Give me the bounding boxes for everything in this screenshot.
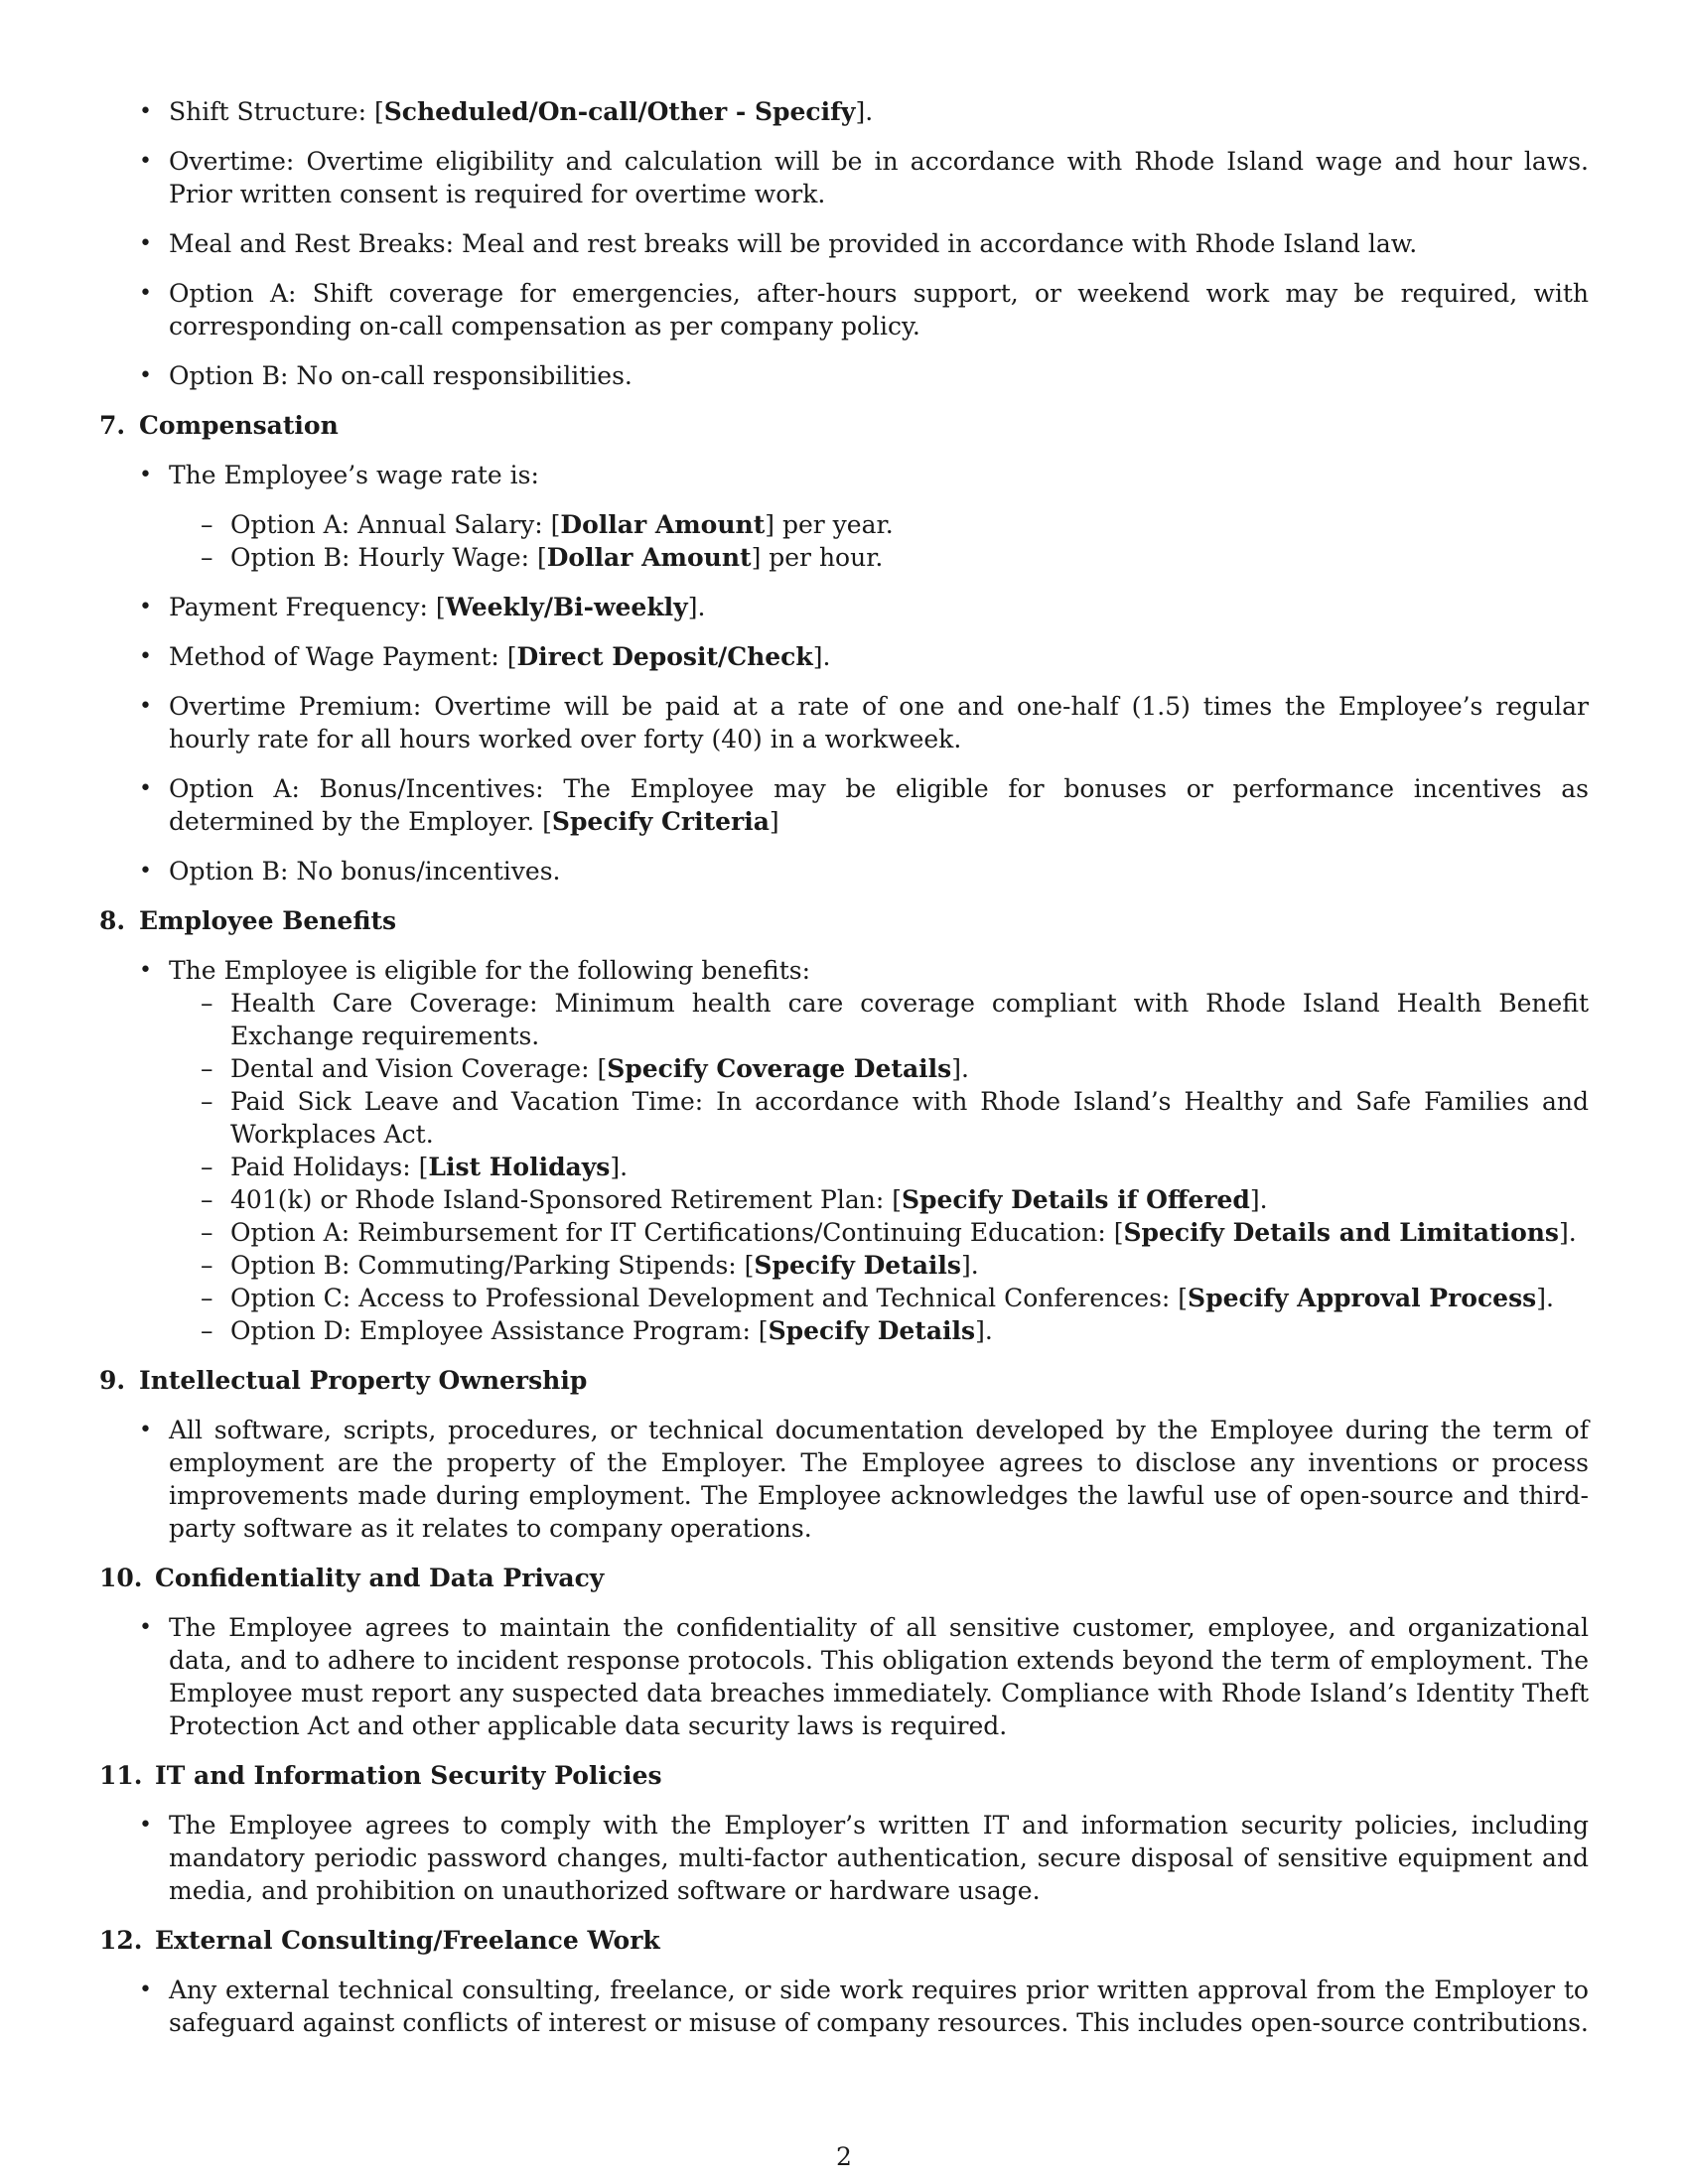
list-item: • Meal and Rest Breaks: Meal and rest breaks will be provided in accordance with Rhode Island law. (139, 229, 1418, 258)
bullet-icon: • (139, 1615, 152, 1640)
dash-icon: – (201, 1185, 213, 1214)
dash-icon: – (201, 1251, 213, 1280)
list-item: – Dental and Vision Coverage: [Specify Coverage Details]. (201, 1054, 969, 1083)
list-item: • Method of Wage Payment: [Direct Deposit/Check]. (139, 642, 831, 671)
bullet-icon: • (139, 1418, 152, 1442)
section-compensation (99, 409, 1589, 887)
section-heading: 8. Employee Benefits (99, 906, 397, 935)
ip-list (99, 1414, 1589, 1545)
list-item: • The Employee agrees to comply with the Employer’s written IT and information security policies, including mandatory periodic password changes, multi-factor authentication, secure disposal of sensitive equipment and media, and prohibition on unauthorized software or hardware usage. (139, 1811, 1589, 1905)
list-item: – Paid Sick Leave and Vacation Time: In accordance with Rhode Island’s Healthy and Safe Families and Workplaces Act. (201, 1087, 1589, 1149)
page-number: 2 (836, 2142, 852, 2171)
list-item: • Option A: Shift coverage for emergencies, after-hours support, or weekend work may be required, with corresponding on-call compensation as per company policy. (139, 279, 1589, 341)
intro-bullet-list (99, 95, 1589, 392)
section-it-security (99, 1759, 1589, 1907)
list-item: • Option B: No bonus/incentives. (139, 857, 561, 886)
list-item: • The Employee agrees to maintain the confidentiality of all sensitive customer, employee, and organizational data, and to adhere to incident response protocols. This obligation extends beyond the term of employment. The Employee must report any suspected data breaches immediately. Compliance with Rhode Island’s Identity Theft Protection Act and other applicable data security laws is required. (139, 1613, 1589, 1740)
list-item: • Shift Structure: [Scheduled/On-call/Other - Specify]. (139, 97, 874, 126)
list-item: – Option D: Employee Assistance Program: [Specify Details]. (201, 1316, 993, 1345)
list-item: – Option A: Annual Salary: [Dollar Amount] per year. (201, 510, 894, 539)
bullet-icon: • (139, 595, 152, 619)
section-confidentiality (99, 1562, 1589, 1742)
section-intellectual-property (99, 1364, 1589, 1545)
bullet-icon: • (139, 463, 152, 487)
section-heading: 12. External Consulting/Freelance Work (99, 1926, 660, 1955)
document-page (99, 95, 1589, 2056)
dash-icon: – (201, 1284, 213, 1312)
list-item: – 401(k) or Rhode Island-Sponsored Retirement Plan: [Specify Details if Offered]. (201, 1185, 1268, 1214)
benefit-items-list (169, 987, 1589, 1347)
bullet-icon: • (139, 958, 152, 983)
list-item: – Option A: Reimbursement for IT Certifications/Continuing Education: [Specify Details and Limitations]. (201, 1218, 1577, 1247)
list-item: • All software, scripts, procedures, or technical documentation developed by the Employee during the term of employment are the property of the Employer. The Employee agrees to disclose any inventions or process improvements made during employment. The Employee acknowledges the lawful use of open-source and third-party software as it relates to company operations. (139, 1416, 1589, 1543)
section-employee-benefits (99, 904, 1589, 1347)
bullet-icon: • (139, 149, 152, 174)
list-item: – Health Care Coverage: Minimum health care coverage compliant with Rhode Island Health Benefit Exchange requirements. (201, 989, 1589, 1050)
compensation-list (99, 459, 1589, 887)
list-item: • Option B: No on-call responsibilities. (139, 361, 633, 390)
section-heading: 7. Compensation (99, 411, 339, 440)
list-item: – Paid Holidays: [List Holidays]. (201, 1153, 629, 1181)
list-item: • The Employee is eligible for the following benefits: – Health Care Coverage: Minimum health care coverage compliant with Rhode Island Health Benefit Exchange requirements. – Dental and Vision Coverage: [Specify Coverage Details]. – Paid Sick Leave and Vacation Time: In accordance with Rhode Island’s Healthy and Safe Families and Workplaces Act. – Paid Holidays: [List Holidays]. – 401(k) or Rhode Island-Sponsored Retirement Plan: [Specify Details if Offered]. – Option A: Reimbursement for IT Certifications/Continuing Education: [Specify Details and Limitations]. – Option B: Commuting/Parking Stipends: [Specify Details]. – Option C: Access to Professional Development and Technical Conferences: [Specify Approval Process]. – Option D: Employee Assistance Program: [Specify Details]. (139, 956, 1589, 1345)
dash-icon: – (201, 1316, 213, 1345)
list-item: • Payment Frequency: [Weekly/Bi-weekly]. (139, 593, 706, 621)
dash-icon: – (201, 1153, 213, 1181)
list-item: • Any external technical consulting, freelance, or side work requires prior written approval from the Employer to safeguard against conflicts of interest or misuse of company resources. This includes open-source contributions. (139, 1976, 1589, 2037)
section-external-work (99, 1924, 1589, 2039)
list-item: • Option A: Bonus/Incentives: The Employee may be eligible for bonuses or performance incentives as determined by the Employer. [Specify Criteria] (139, 774, 1589, 836)
bullet-icon: • (139, 694, 152, 719)
dash-icon: – (201, 543, 213, 572)
list-item: • Overtime: Overtime eligibility and calculation will be in accordance with Rhode Island wage and hour laws. Prior written consent is required for overtime work. (139, 147, 1589, 208)
list-item: – Option B: Hourly Wage: [Dollar Amount] per hour. (201, 543, 884, 572)
section-heading: 9. Intellectual Property Ownership (99, 1366, 588, 1395)
list-item: • The Employee’s wage rate is: – Option A: Annual Salary: [Dollar Amount] per year. – Option B: Hourly Wage: [Dollar Amount] per hour. (99, 459, 1589, 574)
section-heading: 11. IT and Information Security Policies (99, 1761, 662, 1790)
bullet-icon: • (139, 1813, 152, 1838)
confidentiality-list (99, 1611, 1589, 1742)
bullet-icon: • (139, 776, 152, 801)
bullet-icon: • (139, 1978, 152, 2002)
bullet-icon: • (139, 281, 152, 306)
benefits-list (99, 954, 1589, 1347)
bullet-icon: • (139, 99, 152, 124)
dash-icon: – (201, 1218, 213, 1247)
section-heading: 10. Confidentiality and Data Privacy (99, 1564, 605, 1592)
dash-icon: – (201, 510, 213, 539)
external-work-list (99, 1974, 1589, 2039)
dash-icon: – (201, 1054, 213, 1083)
bullet-icon: • (139, 363, 152, 388)
list-item: – Option B: Commuting/Parking Stipends: [Specify Details]. (201, 1251, 979, 1280)
dash-icon: – (201, 1087, 213, 1116)
list-item: – Option C: Access to Professional Development and Technical Conferences: [Specify Approval Process]. (201, 1284, 1554, 1312)
list-item: • Overtime Premium: Overtime will be paid at a rate of one and one-half (1.5) times the Employee’s regular hourly rate for all hours worked over forty (40) in a workweek. (139, 692, 1589, 753)
bullet-icon: • (139, 859, 152, 884)
wage-options-list (169, 508, 1589, 574)
bullet-icon: • (139, 644, 152, 669)
dash-icon: – (201, 989, 213, 1018)
bullet-icon: • (139, 231, 152, 256)
it-security-list (99, 1809, 1589, 1907)
